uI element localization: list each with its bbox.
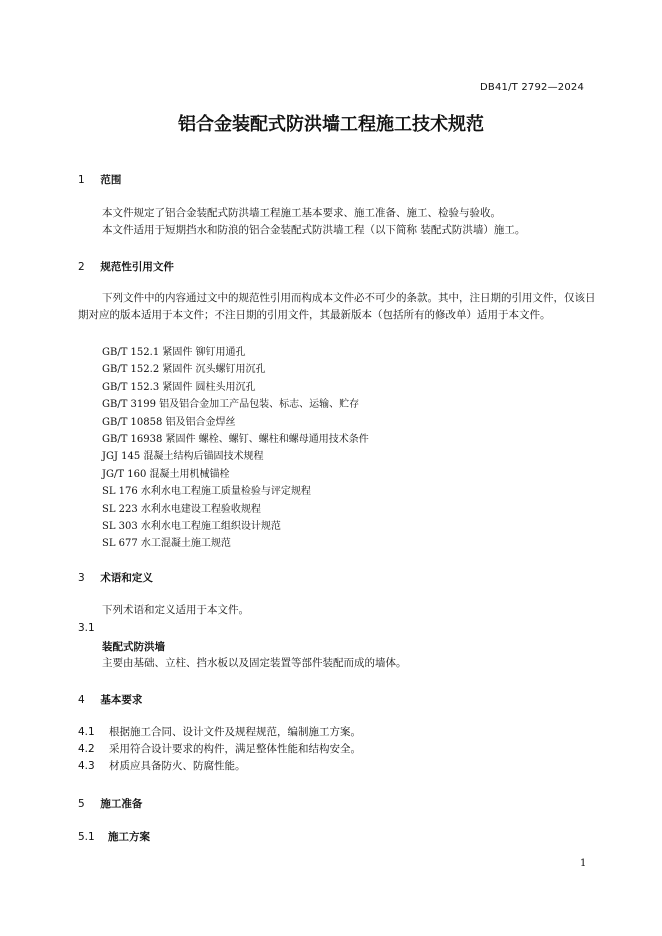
reference-item: GB/T 152.2 紧固件 沉头螺钉用沉孔 [102,364,266,376]
reference-item: JG/T 160 混凝土用机械锚栓 [102,468,230,480]
paragraph: 本文件适用于短期挡水和防浪的铝合金装配式防洪墙工程（以下简称 装配式防洪墙）施工。 [102,224,526,236]
clause-text: 根据施工合同、设计文件及规程规范，编制施工方案。 [109,726,361,738]
section-number: 1 [78,174,85,186]
subsection-5-1-heading [78,829,150,844]
term-definition: 主要由基础、立柱、挡水板以及固定装置等部件装配而成的墙体。 [102,657,407,669]
document-code: DB41/T 2792—2024 [480,82,585,93]
section-number: 3 [78,572,85,584]
clause-text: 采用符合设计要求的构件，满足整体性能和结构安全。 [109,743,361,755]
clause-number: 4.1 [78,726,95,738]
section-1-heading [78,172,121,187]
document-title: 铝合金装配式防洪墙工程施工技术规范 [178,114,484,135]
reference-item: JGJ 145 混凝土结构后锚固技术规程 [102,451,264,463]
reference-item: GB/T 16938 紧固件 螺栓、螺钉、螺柱和螺母通用技术条件 [102,433,369,445]
reference-item: SL 223 水利水电建设工程验收规程 [102,503,261,515]
reference-item: SL 176 水利水电工程施工质量检验与评定规程 [102,486,311,498]
clause-number: 4.2 [78,743,95,755]
section-number: 4 [78,694,85,706]
clause-item [78,741,361,758]
section-title: 术语和定义 [100,572,153,584]
clause-item [78,724,361,741]
reference-item: SL 677 水工混凝土施工规范 [102,538,231,550]
term-name: 装配式防洪墙 [102,641,165,653]
reference-list [102,344,369,553]
paragraph: 下列术语和定义适用于本文件。 [102,604,249,616]
section-number: 2 [78,261,85,273]
term-number: 3.1 [78,622,95,634]
section-3-heading [78,570,153,585]
paragraph: 本文件规定了铝合金装配式防洪墙工程施工基本要求、施工准备、施工、检验与验收。 [102,207,501,219]
section-2-heading [78,259,174,274]
clause-item [78,758,246,775]
reference-item: GB/T 3199 铝及铝合金加工产品包装、标志、运输、贮存 [102,399,360,411]
section-title: 基本要求 [100,694,143,706]
clause-text: 材质应具备防火、防腐性能。 [109,760,246,772]
reference-item: GB/T 10858 铝及铝合金焊丝 [102,416,236,428]
reference-item: GB/T 152.1 紧固件 铆钉用通孔 [102,347,246,358]
section-4-heading [78,692,142,707]
section-title: 范围 [100,174,122,186]
reference-item: GB/T 152.3 紧固件 圆柱头用沉孔 [102,381,256,393]
subsection-title: 施工方案 [108,831,150,843]
section-title: 规范性引用文件 [100,261,174,273]
clause-number: 4.3 [78,760,95,772]
section-title: 施工准备 [100,798,143,810]
section-number: 5 [78,798,85,810]
section-5-heading [78,796,142,811]
paragraph: 下列文件中的内容通过文中的规范性引用而构成本文件必不可少的条款。其中，注日期的引用文件，仅该日期对应的版本适用于本文件；不注日期的引用文件，其最新版本（包括所有的修改单）适用于本文件。 [78,292,596,321]
page-number: 1 [580,858,587,869]
reference-item: SL 303 水利水电工程施工组织设计规范 [102,520,281,532]
subsection-number: 5.1 [78,831,95,843]
